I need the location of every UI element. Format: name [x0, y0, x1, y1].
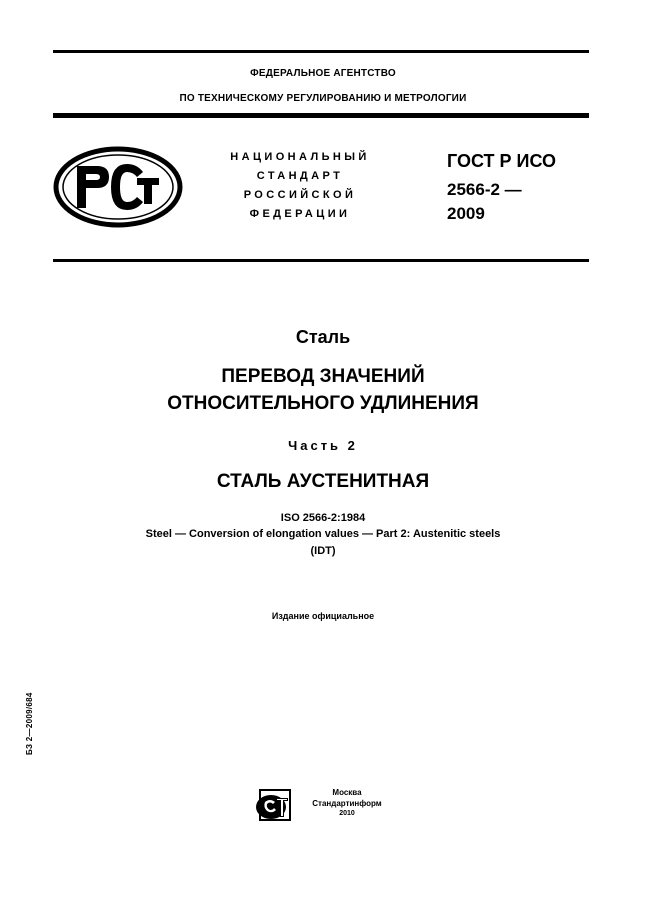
publisher-name: Стандартинформ [312, 799, 382, 808]
publisher-city: Москва [332, 788, 362, 797]
designation-line2: 2566-2 — [447, 180, 522, 199]
side-code: БЗ 2—2009/684 [25, 692, 34, 755]
header-rule [53, 113, 589, 118]
standartinform-logo-icon [254, 788, 292, 822]
section-rule [53, 259, 589, 262]
edition-note: Издание официальное [271, 611, 375, 621]
standard-type-line1: НАЦИОНАЛЬНЫЙ [230, 151, 370, 163]
document-title-line1: ПЕРЕВОД ЗНАЧЕНИЙ [221, 366, 425, 387]
iso-english-title: Steel — Conversion of elongation values — Part 2: Austenitic steels [145, 528, 501, 540]
top-rule [53, 50, 589, 53]
designation-line3: 2009 [447, 204, 485, 223]
standard-type-line3: РОССИЙСКОЙ [243, 189, 357, 201]
agency-name-line1: ФЕДЕРАЛЬНОЕ АГЕНТСТВО [250, 68, 396, 79]
publisher-year: 2010 [339, 810, 355, 817]
iso-equivalence: (IDT) [310, 545, 336, 557]
document-subject: Сталь [295, 327, 351, 347]
iso-number: ISO 2566-2:1984 [280, 512, 366, 524]
document-subtitle: СТАЛЬ АУСТЕНИТНАЯ [216, 471, 430, 492]
standard-type-line4: ФЕДЕРАЦИИ [249, 208, 351, 220]
document-title-line2: ОТНОСИТЕЛЬНОГО УДЛИНЕНИЯ [167, 393, 479, 414]
part-number: Часть 2 [288, 438, 358, 453]
rst-certification-logo-icon [53, 146, 183, 228]
standard-type-line2: СТАНДАРТ [256, 170, 344, 182]
designation-line1: ГОСТ Р ИСО [447, 151, 557, 171]
agency-name-line2: ПО ТЕХНИЧЕСКОМУ РЕГУЛИРОВАНИЮ И МЕТРОЛОГИИ [179, 93, 467, 104]
